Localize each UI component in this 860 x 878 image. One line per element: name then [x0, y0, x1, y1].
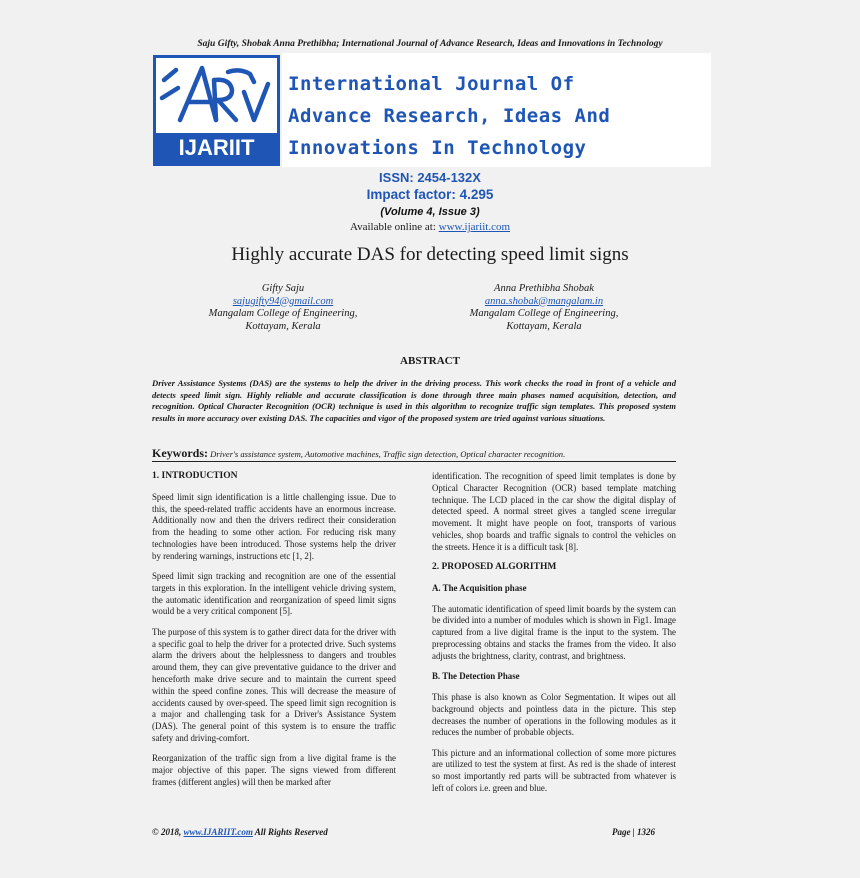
paragraph: This phase is also known as Color Segmentation. It wipes out all background objects and pointless data in the picture. This step decreases the number of operations in the following modules as it reduces the number of probable objects. — [432, 691, 676, 738]
journal-website-link[interactable]: www.ijariit.com — [438, 221, 511, 233]
keywords-label: Keywords: — [152, 446, 208, 460]
paragraph: identification. The recognition of speed limit templates is done by Optical Character Recognition (OCR) based template matching technique. The LCD placed in the car show the digital display of detected speed. A normal street gives a tangled scene irregular movement. It might have people on foot, transports of various vehicles, shop boards and traffic signals to control the vehicles on the streets. Hence it is a difficult task [8]. — [432, 471, 676, 552]
section-heading-introduction: 1. INTRODUCTION — [152, 471, 238, 481]
author-block-1 — [163, 283, 403, 333]
section-divider — [152, 461, 676, 462]
keywords-text: Driver's assistance system, Automotive machines, Traffic sign detection, Optical character recognition. — [208, 449, 566, 459]
abstract-text: Driver Assistance Systems (DAS) are the systems to help the driver in the driving process. This work checks the road in front of a vehicle and detects speed limit sign. Highly reliable and accurate classification is done through three main phases named acquisition, detection, and recognition. Optical Character Recognition (OCR) technique is used in this algorithm to recognize traffic sign templates. This proposed system results in more accuracy over existing DAS. The capacities and vigor of the proposed system are tried against various situations. — [152, 378, 676, 423]
right-column — [432, 471, 676, 803]
author-location: Kottayam, Kerala — [506, 320, 582, 332]
impact-factor: Impact factor: 4.295 — [366, 187, 494, 202]
copyright-prefix: © 2018, — [152, 827, 184, 837]
footer-website-link[interactable]: www.IJARIIT.com — [183, 827, 253, 837]
journal-logo — [153, 55, 280, 166]
paragraph: The purpose of this system is to gather direct data for the driver with a specific goal to help the driver for a protected drive. Such systems alarm the drivers about the helplessness to dangers and troubles around them, they can give preventative guidance to the driver and henceforth make drive secure and to maintain the current speed within the speed confine zones. This will decrease the measure of accidents caused by over-speed. The speed limit sign recognition is a major and challenging task for a Driver's Assistance System (DAS). The general point of this system is to ensure the traffic safety and driving-comfort. — [152, 626, 396, 743]
subsection-heading-acquisition: A. The Acquisition phase — [432, 582, 527, 593]
availability-prefix: Available online at: — [349, 221, 439, 233]
author-name: Gifty Saju — [261, 283, 305, 294]
paragraph: This picture and an informational collection of some more pictures are utilized to test the system at first. As red is the shade of interest so most importantly red parts will be subtracted from whatever is left of colors i.e. green and blue. — [432, 747, 676, 794]
author-block-2 — [424, 283, 664, 333]
availability-line — [0, 221, 860, 233]
author-affiliation: Mangalam College of Engineering, — [469, 308, 619, 319]
journal-title-line-3: Innovations In Technology — [288, 137, 587, 159]
paragraph: Reorganization of the traffic sign from a live digital frame is the major objective of this paper. The signs viewed from different frames (different angles) will then be marked after — [152, 753, 396, 787]
paragraph: Speed limit sign identification is a little challenging issue. Due to this, the speed-related traffic accidents have an enormous increase. Additionally now and then the drivers redirect their consideration from the heading to some other action. For reducing risk many technologies have been introduced. Those systems help the driver by rendering warnings, instructions etc [1, 2]. — [152, 491, 396, 561]
issn: ISSN: 2454-132X — [379, 170, 481, 185]
author-email-link[interactable]: sajugifty94@gmail.com — [232, 295, 334, 307]
subsection-heading-detection: B. The Detection Phase — [432, 671, 520, 682]
paper-title: Highly accurate DAS for detecting speed limit signs — [231, 244, 629, 265]
copyright-suffix: All Rights Reserved — [252, 827, 328, 837]
running-header: Saju Gifty, Shobak Anna Prethibha; International Journal of Advance Research, Ideas and Innovations in Technology — [197, 39, 663, 49]
footer-copyright — [152, 827, 328, 837]
journal-title-banner — [282, 53, 711, 167]
logo-emblem-icon — [156, 58, 277, 132]
author-name: Anna Prethibha Shobak — [494, 283, 594, 294]
keywords-line — [152, 446, 752, 461]
left-column — [152, 471, 396, 797]
abstract-heading: ABSTRACT — [400, 355, 460, 367]
volume-issue: (Volume 4, Issue 3) — [380, 206, 480, 218]
logo-badge: IJARIIT — [156, 133, 277, 163]
author-affiliation: Mangalam College of Engineering, — [208, 308, 358, 319]
journal-title-line-1: International Journal Of — [288, 73, 575, 95]
journal-title-line-2: Advance Research, Ideas And — [288, 105, 611, 127]
author-email-link[interactable]: anna.shobak@mangalam.in — [484, 295, 604, 307]
page-number: Page | 1326 — [612, 827, 655, 837]
author-location: Kottayam, Kerala — [245, 320, 321, 332]
paragraph: The automatic identification of speed limit boards by the system can be divided into a number of modules which is shown in Fig1. Image captured from a live digital frame is the input to the system. The preprocessing obtains and stacks the frames from the video. It also adjusts the brightness, clarity, contrast, and brightness. — [432, 603, 676, 661]
section-heading-proposed-algorithm: 2. PROPOSED ALGORITHM — [432, 562, 557, 573]
paragraph: Speed limit sign tracking and recognition are one of the essential targets in this exploration. In the intelligent vehicle driving system, the automatic identification and reorganization of speed limit signs would be a very critical component [5]. — [152, 571, 396, 617]
